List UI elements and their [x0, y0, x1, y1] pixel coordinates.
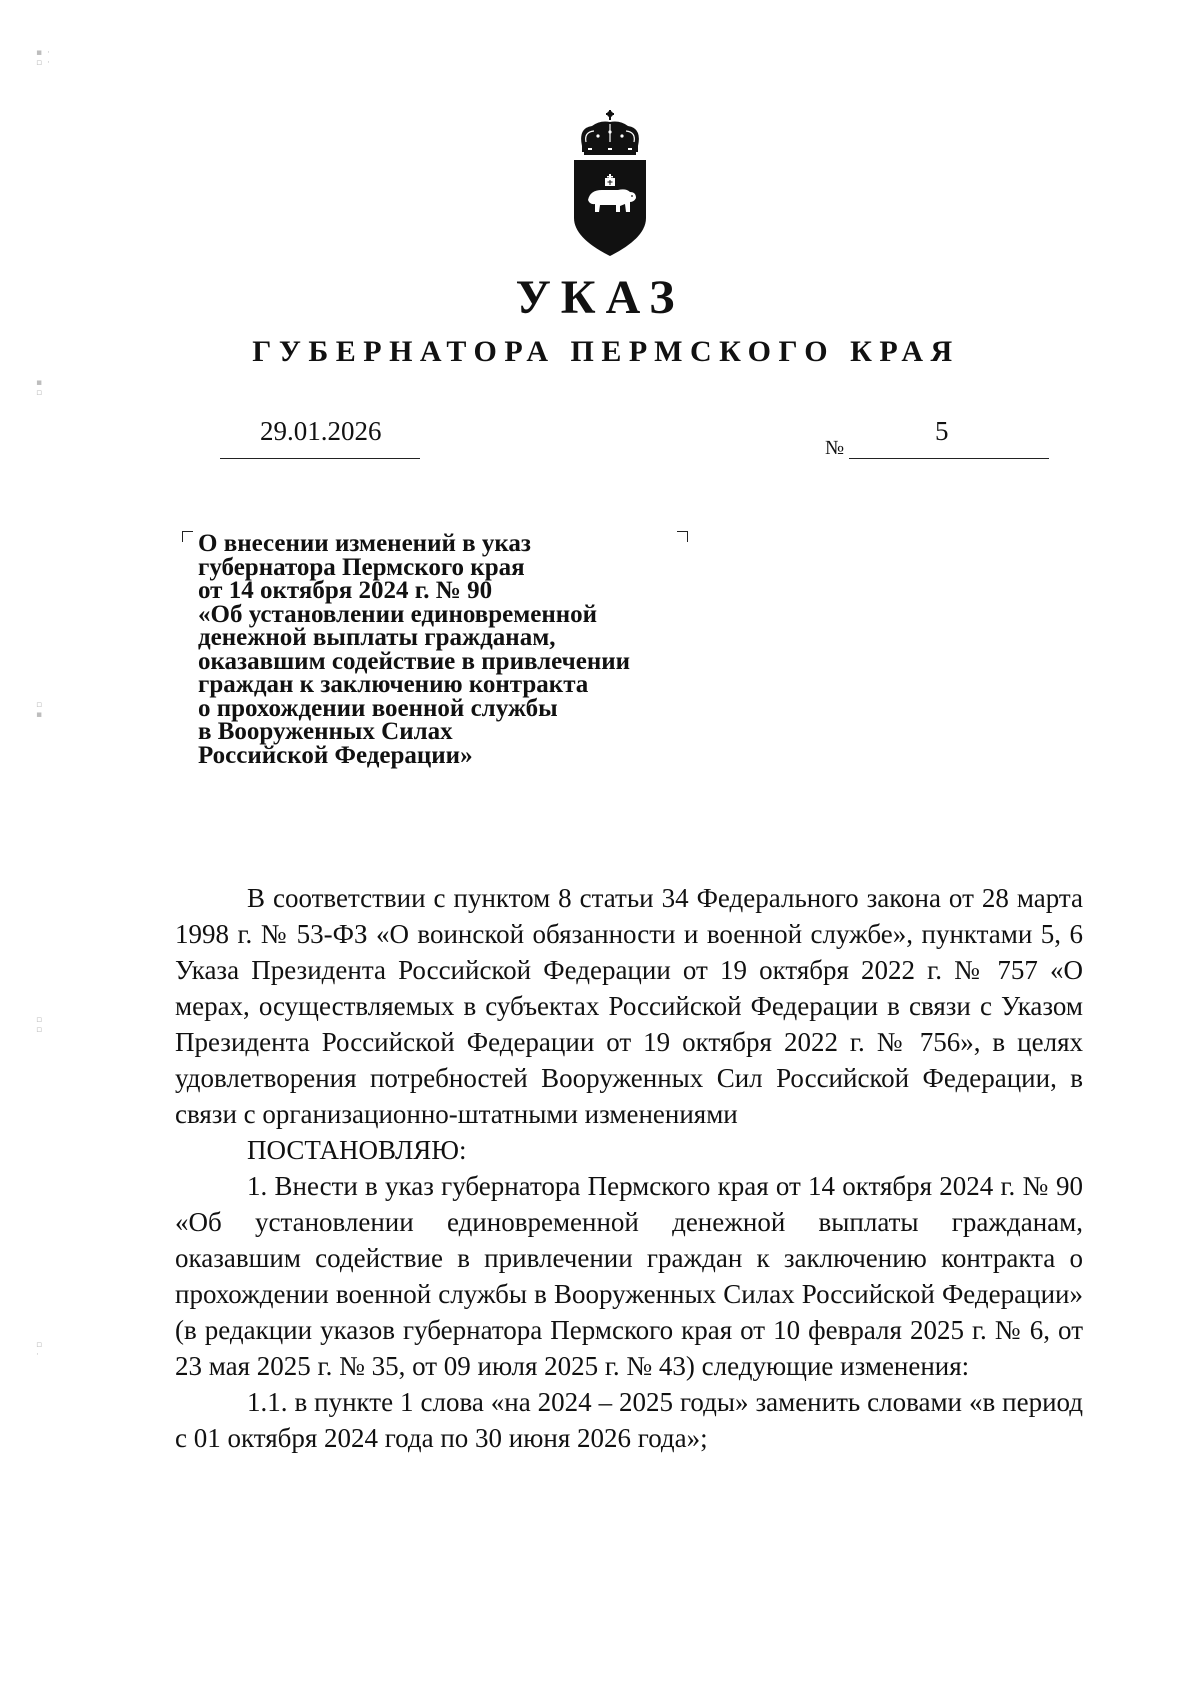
coat-of-arms-emblem [568, 108, 652, 258]
number-underline [849, 458, 1049, 459]
document-heading [198, 532, 698, 767]
scan-artifact: ▫ · [36, 1340, 44, 1360]
number-label: № [825, 437, 845, 459]
heading-line: оказавшим содействие в привлечении [198, 647, 631, 675]
document-title: УКАЗ [515, 271, 685, 324]
date-field [220, 414, 420, 448]
decree-word: ПОСТАНОВЛЯЮ: [247, 1135, 467, 1165]
scan-artifact: ▫ ▫ [36, 1015, 44, 1035]
heading-line: Российской Федерации» [198, 741, 473, 769]
heading-line: в Вооруженных Силах [198, 718, 453, 745]
heading-line: губернатора Пермского края [198, 553, 525, 581]
heading-line: О внесении изменений в указ [198, 530, 531, 557]
item-1-1-paragraph: 1.1. в пункте 1 слова «на 2024 – 2025 годы» заменить словами «в период с 01 октября 2024 года по 30 июня 2026 года»; [175, 1387, 1083, 1453]
heading-line: от 14 октября 2024 г. № 90 [198, 577, 493, 604]
document-date: 29.01.2026 [260, 416, 382, 446]
item-1-paragraph: 1. Внести в указ губернатора Пермского края от 14 октября 2024 г. № 90 «Об установлении единовременной денежной выплаты гражданам, оказавшим содействие в привлечении граждан к заключению контракта о прохождении военной службы в Вооруженных Силах Российской Федерации» (в редакции указов губернатора Пермского края от 10 февраля 2025 г. № 6, от 23 мая 2025 г. № 35, от 09 июля 2025 г. № 43) следующие изменения: [175, 1171, 1083, 1381]
document-subtitle: ГУБЕРНАТОРА ПЕРМСКОГО КРАЯ [252, 335, 960, 368]
document-number: 5 [935, 416, 949, 446]
heading-line: «Об установлении единовременной [198, 600, 598, 628]
scan-artifact: ▪ · ▫ · [36, 48, 51, 68]
heading-line: денежной выплаты гражданам, [198, 624, 556, 651]
document-body [175, 880, 1083, 1456]
scan-artifact: ▪ ▫ [36, 378, 44, 398]
heading-corner-left [182, 531, 193, 542]
scan-artifact: ▫ ▪ [36, 700, 44, 720]
heading-line: граждан к заключению контракта [198, 671, 589, 698]
heading-line: о прохождении военной службы [198, 694, 558, 722]
crown-icon [581, 110, 639, 155]
date-underline [220, 458, 420, 459]
preamble-paragraph: В соответствии с пунктом 8 статьи 34 Федерального закона от 28 марта 1998 г. № 53-ФЗ «О воинской обязанности и военной службе», пунктами 5, 6 Указа Президента Российской Федерации от 19 октября 2022 г. № 757 «О мерах, осуществляемых в субъектах Российской Федерации в связи с Указом Президента Российской Федерации от 19 октября 2022 г. № 756», в целях удовлетворения потребностей Вооруженных Сил Российской Федерации, в связи с организационно-штатными изменениями [175, 883, 1083, 1129]
